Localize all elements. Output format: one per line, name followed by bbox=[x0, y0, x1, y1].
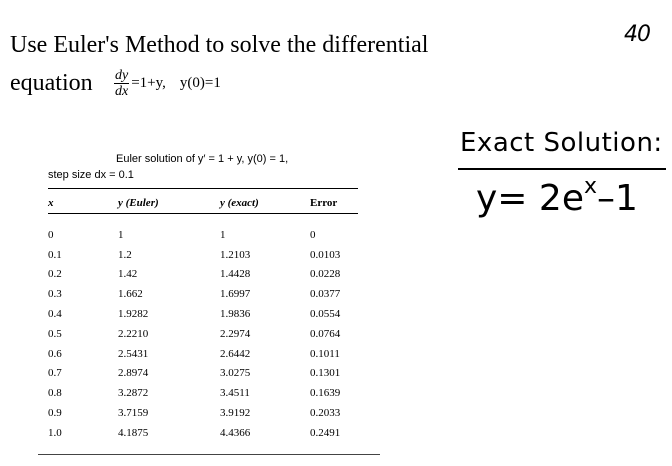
cell-y-euler: 1 bbox=[118, 228, 124, 241]
cell-error: 0.0103 bbox=[310, 248, 341, 261]
table-body bbox=[48, 225, 368, 443]
exact-solution-title: Exact Solution: bbox=[460, 128, 663, 158]
cell-x: 0.8 bbox=[48, 387, 62, 400]
header-y-exact: y (exact) bbox=[220, 197, 259, 209]
cell-error: 0.2033 bbox=[310, 407, 341, 420]
table-row bbox=[48, 423, 368, 443]
cell-y-euler: 3.7159 bbox=[118, 407, 149, 420]
cell-error: 0.0377 bbox=[310, 288, 341, 301]
cell-x: 0.9 bbox=[48, 407, 62, 420]
cell-error: 0.0554 bbox=[310, 308, 341, 321]
cell-error: 0.2491 bbox=[310, 426, 341, 439]
header-y-euler: y (Euler) bbox=[118, 197, 159, 209]
cell-error: 0.1639 bbox=[310, 387, 341, 400]
cell-y-euler: 1.662 bbox=[118, 288, 143, 301]
cell-y-exact: 3.4511 bbox=[220, 387, 250, 400]
derivative-fraction bbox=[114, 68, 129, 99]
cell-y-euler: 2.2210 bbox=[118, 327, 149, 340]
cell-y-exact: 1.4428 bbox=[220, 268, 251, 281]
cell-x: 0.4 bbox=[48, 308, 62, 321]
table-top-rule bbox=[48, 188, 358, 189]
table-caption-line1: Euler solution of y′ = 1 + y, y(0) = 1, bbox=[116, 153, 289, 165]
table-header-row bbox=[48, 193, 368, 213]
differential-equation bbox=[114, 68, 221, 99]
equation-rhs: =1+y, bbox=[131, 75, 166, 91]
table-row bbox=[48, 383, 368, 403]
formula-base: y= 2e bbox=[476, 178, 584, 219]
cell-x: 1.0 bbox=[48, 426, 62, 439]
problem-statement-line2: equation bbox=[10, 70, 93, 96]
table-row bbox=[48, 265, 368, 285]
cell-x: 0.6 bbox=[48, 347, 62, 360]
cell-x: 0.7 bbox=[48, 367, 62, 380]
cell-y-euler: 1.42 bbox=[118, 268, 138, 281]
cell-error: 0.0764 bbox=[310, 327, 341, 340]
derivative-numerator: dy bbox=[115, 68, 129, 83]
table-caption-line2: step size dx = 0.1 bbox=[48, 169, 134, 181]
cell-y-euler: 2.8974 bbox=[118, 367, 149, 380]
cell-y-exact: 4.4366 bbox=[220, 426, 251, 439]
cell-y-exact: 1.2103 bbox=[220, 248, 251, 261]
cell-y-euler: 3.2872 bbox=[118, 387, 149, 400]
table-row bbox=[48, 304, 368, 324]
cell-y-exact: 3.9192 bbox=[220, 407, 251, 420]
header-x: x bbox=[48, 197, 54, 209]
euler-table bbox=[48, 193, 368, 443]
derivative-denominator: dx bbox=[115, 84, 129, 99]
cell-x: 0.1 bbox=[48, 248, 62, 261]
cell-y-exact: 2.2974 bbox=[220, 327, 251, 340]
cell-y-exact: 3.0275 bbox=[220, 367, 251, 380]
exact-solution-underline bbox=[458, 168, 666, 170]
table-row bbox=[48, 284, 368, 304]
cell-error: 0.0228 bbox=[310, 268, 341, 281]
table-bottom-rule bbox=[38, 454, 380, 455]
cell-y-exact: 1 bbox=[220, 228, 226, 241]
cell-y-exact: 2.6442 bbox=[220, 347, 251, 360]
formula-exponent: x bbox=[583, 174, 597, 199]
cell-y-exact: 1.6997 bbox=[220, 288, 251, 301]
table-caption bbox=[48, 151, 288, 183]
table-row bbox=[48, 245, 368, 265]
table-row bbox=[48, 225, 368, 245]
exact-solution-formula bbox=[476, 174, 638, 219]
formula-tail: –1 bbox=[597, 178, 638, 219]
cell-y-euler: 2.5431 bbox=[118, 347, 149, 360]
cell-error: 0 bbox=[310, 228, 316, 241]
cell-error: 0.1011 bbox=[310, 347, 340, 360]
page-number: 40 bbox=[624, 22, 650, 47]
cell-y-euler: 1.2 bbox=[118, 248, 132, 261]
cell-x: 0.2 bbox=[48, 268, 62, 281]
table-row bbox=[48, 364, 368, 384]
cell-x: 0.5 bbox=[48, 327, 62, 340]
table-row bbox=[48, 344, 368, 364]
cell-error: 0.1301 bbox=[310, 367, 341, 380]
header-error: Error bbox=[310, 197, 338, 209]
initial-condition: y(0)=1 bbox=[179, 75, 221, 91]
table-row bbox=[48, 324, 368, 344]
cell-y-exact: 1.9836 bbox=[220, 308, 251, 321]
cell-y-euler: 1.9282 bbox=[118, 308, 149, 321]
problem-statement-line1: Use Euler's Method to solve the differential bbox=[10, 32, 429, 58]
cell-x: 0.3 bbox=[48, 288, 62, 301]
table-row bbox=[48, 403, 368, 423]
cell-x: 0 bbox=[48, 228, 54, 241]
cell-y-euler: 4.1875 bbox=[118, 426, 149, 439]
